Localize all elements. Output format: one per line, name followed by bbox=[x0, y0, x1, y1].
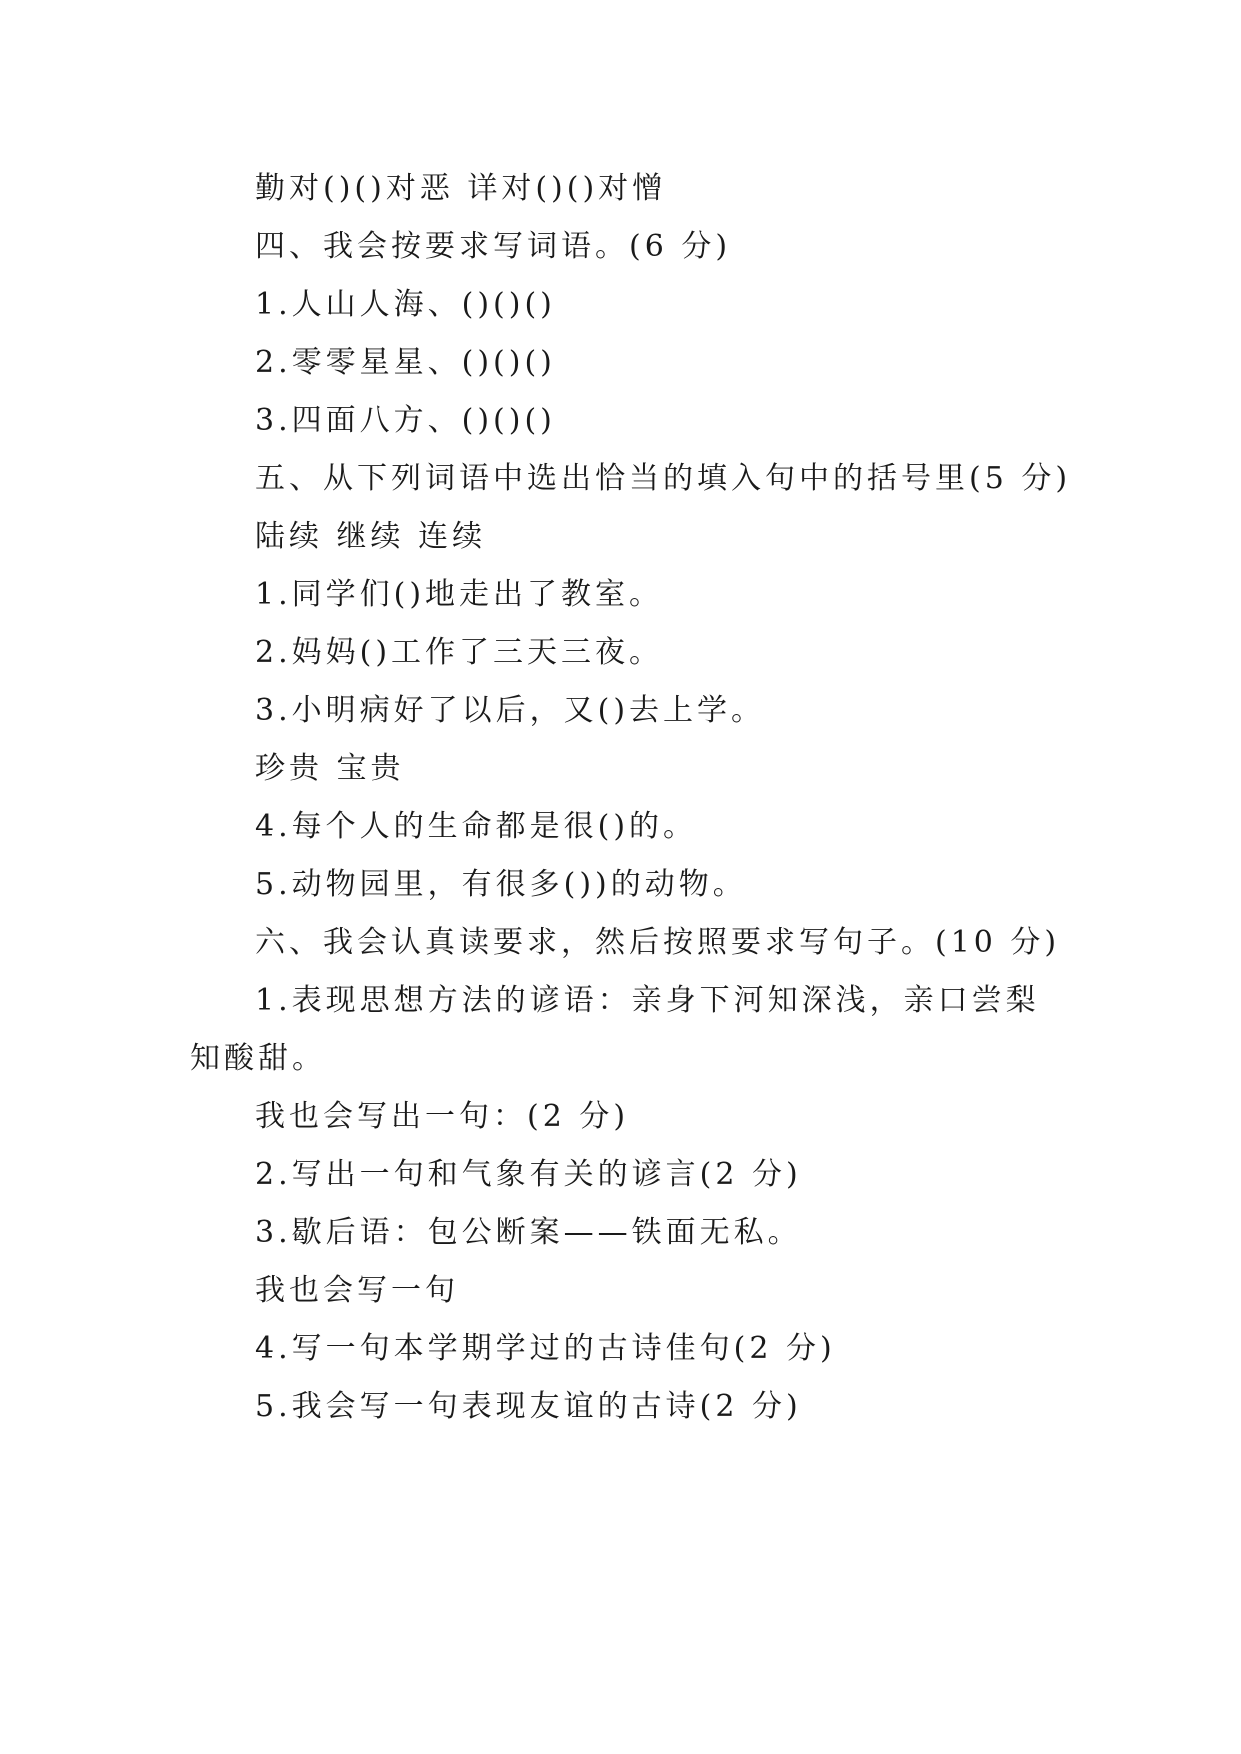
section-5-item-1: 1.同学们()地走出了教室。 bbox=[255, 577, 664, 612]
section-6-prompt-2: 我也会写一句 bbox=[255, 1273, 459, 1308]
section-6-item-2: 2.写出一句和气象有关的谚言(2 分) bbox=[255, 1157, 802, 1192]
section-6-heading: 六、我会认真读要求，然后按照要求写句子。(10 分) bbox=[255, 925, 1061, 960]
section-5-item-2: 2.妈妈()工作了三天三夜。 bbox=[255, 635, 664, 670]
section-4-heading: 四、我会按要求写词语。(6 分) bbox=[255, 229, 732, 264]
section-6-item-4: 4.写一句本学期学过的古诗佳句(2 分) bbox=[255, 1331, 836, 1366]
section-5-item-4: 4.每个人的生命都是很()的。 bbox=[255, 809, 698, 844]
section-4-item-2: 2.零零星星、()()() bbox=[255, 345, 556, 380]
word-bank-1: 陆续 继续 连续 bbox=[255, 519, 487, 554]
section-4-item-3: 3.四面八方、()()() bbox=[255, 403, 556, 438]
section-6-item-5: 5.我会写一句表现友谊的古诗(2 分) bbox=[255, 1389, 802, 1424]
section-5-item-3: 3.小明病好了以后，又()去上学。 bbox=[255, 693, 766, 728]
section-4-item-1: 1.人山人海、()()() bbox=[255, 287, 556, 322]
section-6-item-3: 3.歇后语：包公断案——铁面无私。 bbox=[255, 1215, 802, 1250]
section-6-item-1: 1.表现思想方法的谚语：亲身下河知深浅，亲口尝梨知酸甜。 bbox=[190, 983, 1040, 1076]
word-bank-2: 珍贵 宝贵 bbox=[255, 751, 405, 786]
document-body bbox=[190, 160, 1070, 1436]
section-5-item-5: 5.动物园里，有很多())的动物。 bbox=[255, 867, 747, 902]
section-6-prompt-1: 我也会写出一句：(2 分) bbox=[255, 1099, 630, 1134]
section-5-heading: 五、从下列词语中选出恰当的填入句中的括号里(5 分) bbox=[255, 461, 1072, 496]
antonym-pairs-line: 勤对()()对恶 详对()()对憎 bbox=[255, 171, 667, 206]
